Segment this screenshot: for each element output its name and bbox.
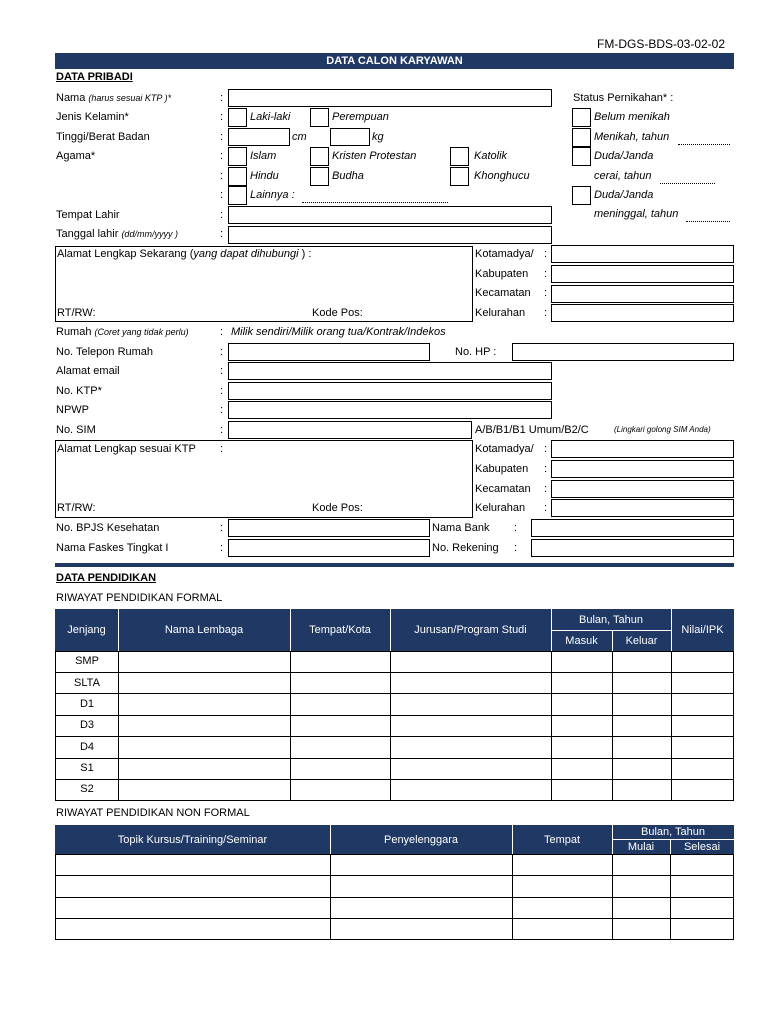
th-nf-bulan-tahun: Bulan, Tahun (640, 826, 706, 838)
row-slta: SLTA (74, 677, 100, 689)
kab-ktp-label: Kabupaten (475, 463, 529, 475)
colon: : (220, 189, 224, 201)
bank-input[interactable] (531, 519, 734, 537)
opt-lainnya: Lainnya : (250, 189, 295, 201)
opt-duda-janda-2: Duda/Janda (594, 189, 654, 201)
opt-cerai-tahun: cerai, tahun (594, 170, 652, 182)
rekening-input[interactable] (531, 539, 734, 557)
kel-input[interactable] (551, 304, 734, 322)
jk-label: Jenis Kelamin* (56, 111, 129, 123)
tgl-note: (dd/mm/yyyy ) (121, 229, 178, 239)
kg-unit: kg (372, 131, 384, 143)
checkbox-menikah[interactable] (572, 128, 591, 147)
telp-label: No. Telepon Rumah (56, 346, 154, 358)
th-keluar: Keluar (625, 634, 658, 647)
kota-input[interactable] (551, 245, 734, 263)
colon: : (220, 365, 224, 377)
bpjs-label: No. BPJS Kesehatan (56, 522, 160, 534)
rtrw-label: RT/RW: (57, 307, 96, 319)
colon: : (544, 248, 548, 260)
section-data-pendidikan: DATA PENDIDIKAN (56, 572, 157, 584)
kel-ktp-input[interactable] (551, 499, 734, 517)
cm-unit: cm (292, 131, 307, 143)
nama-label: Nama (harus sesuai KTP )* (56, 92, 172, 104)
rtrw-ktp-label: RT/RW: (57, 502, 96, 514)
tinggi-input[interactable] (228, 128, 290, 146)
kel-ktp-label: Kelurahan (475, 502, 526, 514)
ktp-label: No. KTP* (56, 385, 102, 397)
menikah-tahun-line[interactable] (678, 144, 730, 145)
opt-laki-laki: Laki-laki (250, 111, 291, 123)
colon: : (220, 443, 224, 455)
opt-khonghucu: Khonghucu (474, 170, 530, 182)
checkbox-budha[interactable] (310, 167, 329, 186)
colon: : (220, 385, 224, 397)
colon: : (220, 170, 224, 182)
th-selesai: Selesai (683, 840, 721, 853)
tempat-lahir-input[interactable] (228, 206, 552, 224)
kel-label: Kelurahan (475, 307, 526, 319)
form-title: DATA CALON KARYAWAN (55, 53, 734, 69)
hp-label: No. HP : (455, 346, 497, 358)
colon: : (220, 424, 224, 436)
kab-input[interactable] (551, 265, 734, 283)
berat-input[interactable] (330, 128, 370, 146)
opt-menikah: Menikah, tahun (594, 131, 670, 143)
colon: : (514, 542, 518, 554)
colon: : (544, 443, 548, 455)
checkbox-katolik[interactable] (450, 147, 469, 166)
row-smp: SMP (75, 655, 99, 667)
kodepos-ktp-label: Kode Pos: (312, 502, 363, 514)
meninggal-tahun-line[interactable] (686, 221, 730, 222)
opt-perempuan: Perempuan (332, 111, 389, 123)
sim-label: No. SIM (56, 424, 96, 436)
cerai-tahun-line[interactable] (660, 183, 715, 184)
colon: : (220, 404, 224, 416)
row-d4: D4 (79, 741, 95, 753)
row-d3: D3 (79, 719, 95, 731)
colon: : (544, 483, 548, 495)
th-bulan-tahun: Bulan, Tahun (578, 613, 644, 626)
colon: : (544, 307, 548, 319)
nama-input[interactable] (228, 89, 552, 107)
th-topik: Topik Kursus/Training/Seminar (117, 833, 268, 846)
colon: : (544, 463, 548, 475)
faskes-input[interactable] (228, 539, 430, 557)
kec-ktp-input[interactable] (551, 480, 734, 498)
opt-belum-menikah: Belum menikah (594, 111, 670, 123)
status-label: Status Pernikahan* : (573, 92, 674, 104)
row-s1: S1 (80, 762, 94, 774)
opt-meninggal-tahun: meninggal, tahun (594, 208, 679, 220)
nonformal-title: RIWAYAT PENDIDIKAN NON FORMAL (56, 807, 250, 819)
email-label: Alamat email (56, 365, 120, 377)
tgl-lahir-label: Tanggal lahir (dd/mm/yyyy ) (56, 228, 178, 240)
npwp-label: NPWP (56, 404, 89, 416)
telp-input[interactable] (228, 343, 430, 361)
form-code: FM-DGS-BDS-03-02-02 (597, 37, 726, 51)
kota-ktp-input[interactable] (551, 440, 734, 458)
colon: : (220, 209, 224, 221)
formal-title: RIWAYAT PENDIDIKAN FORMAL (56, 592, 223, 604)
opt-hindu: Hindu (250, 170, 279, 182)
kec-ktp-label: Kecamatan (475, 483, 531, 495)
nama-note: (harus sesuai KTP )* (88, 93, 172, 103)
kota-label: Kotamadya/ (475, 248, 534, 260)
colon: : (220, 92, 224, 104)
opt-katolik: Katolik (474, 150, 508, 162)
rumah-label: Rumah (Coret yang tidak perlu) (56, 326, 189, 338)
row-s2: S2 (80, 783, 94, 795)
checkbox-laki-laki[interactable] (228, 108, 247, 127)
kec-label: Kecamatan (475, 287, 531, 299)
bpjs-input[interactable] (228, 519, 430, 537)
colon: : (220, 326, 224, 338)
th-jurusan: Jurusan/Program Studi (414, 624, 527, 636)
colon: : (220, 111, 224, 123)
tgl-lahir-input[interactable] (228, 226, 552, 244)
colon: : (220, 346, 224, 358)
opt-kristen: Kristen Protestan (332, 150, 417, 162)
bank-label: Nama Bank (432, 522, 490, 534)
th-ipk: Nilai/IPK (681, 624, 724, 636)
rumah-options[interactable]: Milik sendiri/Milik orang tua/Kontrak/Indekos (231, 326, 446, 338)
colon: : (220, 522, 224, 534)
checkbox-hindu[interactable] (228, 167, 247, 186)
opt-islam: Islam (250, 150, 277, 162)
checkbox-cerai[interactable] (572, 147, 591, 166)
colon: : (220, 131, 224, 143)
colon: : (544, 502, 548, 514)
section-data-pribadi: DATA PRIBADI (56, 71, 133, 83)
kab-label: Kabupaten (475, 268, 529, 280)
checkbox-khonghucu[interactable] (450, 167, 469, 186)
alamat-ktp-label: Alamat Lengkap sesuai KTP (57, 443, 196, 455)
colon: : (514, 522, 518, 534)
opt-budha: Budha (332, 170, 364, 182)
section-divider (55, 563, 734, 567)
sim-types[interactable]: A/B/B1/B1 Umum/B2/C (475, 424, 589, 436)
agama-label: Agama* (56, 150, 96, 162)
sim-note: (Lingkari golong SIM Anda) (614, 425, 711, 434)
sim-input[interactable] (228, 421, 472, 439)
alamat-sekarang-label: Alamat Lengkap Sekarang (yang dapat dihubungi ) : (57, 248, 312, 260)
kodepos-label: Kode Pos: (312, 307, 363, 319)
th-jenjang: Jenjang (67, 624, 106, 636)
th-mulai: Mulai (627, 840, 655, 853)
kota-ktp-label: Kotamadya/ (475, 443, 534, 455)
hp-input[interactable] (512, 343, 734, 361)
th-tempat-kota: Tempat/Kota (309, 624, 371, 636)
npwp-input[interactable] (228, 401, 552, 419)
checkbox-islam[interactable] (228, 147, 247, 166)
checkbox-kristen[interactable] (310, 147, 329, 166)
kab-ktp-input[interactable] (551, 460, 734, 478)
rekening-label: No. Rekening (432, 542, 499, 554)
email-input[interactable] (228, 362, 552, 380)
colon: : (220, 228, 224, 240)
kec-input[interactable] (551, 285, 734, 303)
checkbox-lainnya[interactable] (228, 186, 247, 205)
checkbox-meninggal[interactable] (572, 186, 591, 205)
ktp-input[interactable] (228, 382, 552, 400)
th-tempat: Tempat (543, 833, 581, 846)
colon: : (220, 542, 224, 554)
checkbox-perempuan[interactable] (310, 108, 329, 127)
row-d1: D1 (79, 698, 95, 710)
colon: : (544, 287, 548, 299)
th-penyelenggara: Penyelenggara (383, 833, 458, 846)
checkbox-belum-menikah[interactable] (572, 108, 591, 127)
tb-label: Tinggi/Berat Badan (56, 131, 150, 143)
tempat-lahir-label: Tempat Lahir (56, 209, 120, 221)
colon: : (220, 150, 224, 162)
opt-duda-janda: Duda/Janda (594, 150, 654, 162)
lainnya-line[interactable] (302, 202, 448, 203)
th-nama-lembaga: Nama Lembaga (164, 624, 244, 636)
colon: : (544, 268, 548, 280)
th-masuk: Masuk (565, 634, 598, 647)
faskes-label: Nama Faskes Tingkat I (56, 542, 169, 554)
